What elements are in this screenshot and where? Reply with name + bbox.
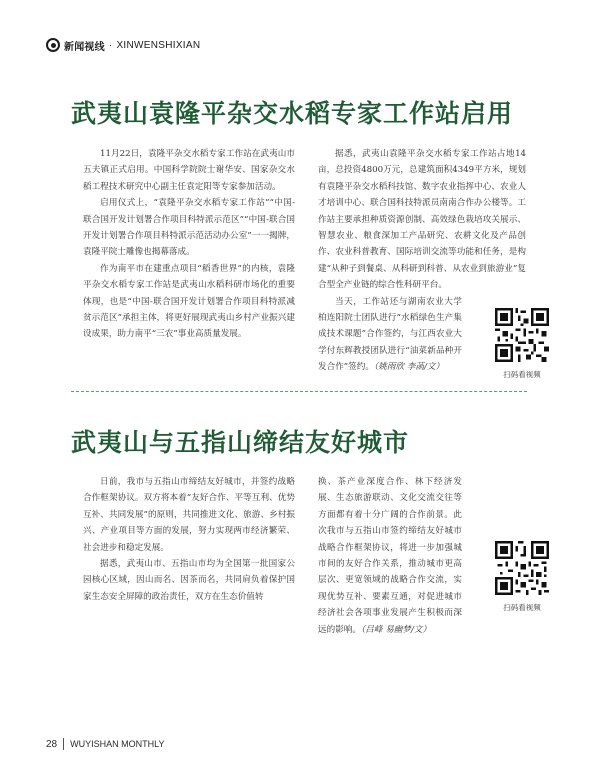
- qr-code-icon[interactable]: [495, 308, 549, 362]
- paragraph: 作为南平市在建重点项目“稻香世界”的内核，袁隆平杂交水稻专家工作站是武夷山水稻科研市场化的重要体现，也是“中国-联合国开发计划署合作项目科特派减贫示范区”承担主体，将更好展现武夷山乡村产业振兴建设成果，助力南平“三农”事业高质量发展。: [83, 263, 295, 340]
- video-qr-block[interactable]: [491, 308, 553, 380]
- paragraph: 启用仪式上，“袁隆平杂交水稻专家工作站”“中国-联合国开发计划署合作项目科特派示范区”“中国-联合国开发计划署合作项目科特派示范活动办公室”一一揭牌，袁隆平院士雕像也揭幕落成。: [83, 198, 295, 258]
- section-name-latin: XINWENSHIXIAN: [116, 39, 201, 51]
- section-header: [46, 36, 200, 54]
- section-name: 新闻视线: [64, 41, 105, 53]
- eye-logo-icon: [46, 38, 60, 52]
- paragraph-text: 换、茶产业深度合作、林下经济发展、生态旅游联动、文化交流交往等方面都有着十分广阔的合作前景。此次我市与五指山市签约缔结友好城市战略合作框架协议，将进一步加强城市间的友好合作关系，推动城市更高层次、更宽领域的战略合作交流，实现优势互补、要素互通，对促进城市经济社会各项事业发展产生积极而深远的影响。: [318, 477, 462, 635]
- qr-caption: 扫码看视频: [503, 603, 541, 612]
- byline: （姚雨欣 李菡/文）: [373, 362, 445, 373]
- qr-caption: 扫码看视频: [503, 370, 541, 379]
- magazine-name: WUYISHAN MONTHLY: [70, 739, 165, 749]
- page-number: 28: [46, 738, 58, 750]
- article-column: [83, 146, 295, 343]
- article-title: 武夷山袁隆平杂交水稻专家工作站启用: [71, 99, 514, 128]
- article-divider: [71, 391, 527, 392]
- page-footer: [46, 738, 164, 750]
- qr-code-icon[interactable]: [495, 541, 549, 595]
- paragraph: 据悉，武夷山袁隆平杂交水稻专家工作站占地14亩，总投资4800万元，总建筑面积4349平方米，规划有袁隆平杂交水稻科技馆、数字农业指挥中心、农业人才培训中心、联合国科技特派员南南合作办公楼等。工作站主要承担种质资源创制、高效绿色栽培攻关展示、智慧农业、粮食深加工产品研究、农耕文化及产品创作、农业科普教育、国际培训交流等功能和任务，是构建“从种子到餐桌、从科研到科普、从农业到旅游业”复合型全产业链的综合性科研平台。: [318, 149, 526, 291]
- paragraph: 据悉，武夷山市、五指山市均为全国第一批国家公园核心区域，因山而名、因茶而名，共同肩负着保护国家生态安全屏障的政治责任，双方在生态价值转: [83, 559, 295, 602]
- section-separator: ·: [108, 39, 113, 51]
- article-column: [83, 474, 295, 605]
- video-qr-block[interactable]: [491, 541, 553, 613]
- paragraph-text: 当天，工作站还与湖南农业大学柏连阳院士团队进行“水稻绿色生产集成技术课题”合作签约，与江西农业大学付东辉教授团队进行“油菜新品种开发合作”签约。: [318, 296, 462, 373]
- paragraph: 11月22日，袁隆平杂交水稻专家工作站在武夷山市五夫镇正式启用。中国科学院院士谢华安、国家杂交水稻工程技术研究中心副主任袁定阳等专家参加活动。: [83, 149, 295, 192]
- byline: （吕峰 易幽梦/文）: [360, 624, 432, 635]
- footer-divider: [63, 738, 64, 750]
- paragraph: 日前，我市与五指山市缔结友好城市，并签约战略合作框架协议。双方将本着“友好合作、平等互利、优势互补、共同发展”的原则，共同推进文化、旅游、乡村振兴、产业项目等方面的发展，努力实现两市经济繁荣、社会进步和稳定发展。: [83, 477, 295, 553]
- article-title: 武夷山与五指山缔结友好城市: [71, 428, 410, 457]
